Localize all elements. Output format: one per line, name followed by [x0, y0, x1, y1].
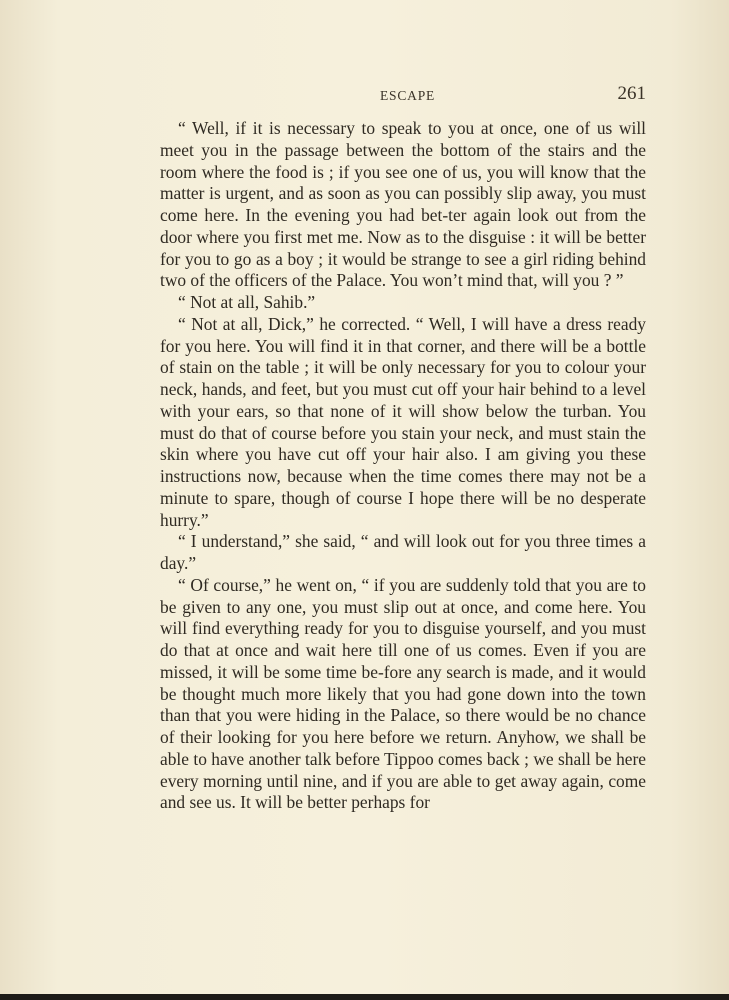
paragraph: “ Not at all, Sahib.” — [178, 292, 316, 312]
paragraph: “ Well, if it is necessary to speak to you at once, one of us will meet you in the passage between the bottom of the stairs and the room where the food is ; if you see one of us, you will know that the matter is urgent, and as soon as you can possibly slip away, you must come here. In the evening you had bet-ter again look out from the door where you first met me. Now as to the disguise : it will be better for you to go as a boy ; it would be strange to see a girl riding behind two of the officers of the Palace. You won’t mind that, will you ? ” — [160, 118, 646, 291]
paragraph: “ Not at all, Dick,” he corrected. “ Well, I will have a dress ready for you here. You will find it in that corner, and there will be a bottle of stain on the table ; it will be only necessary for you to colour your neck, hands, and feet, but you must cut off your hair behind to a level with your ears, so that none of it will show below the turban. You must do that of course before you stain your neck, and must stain the skin where you have cut off your hair also. I am giving you these instructions now, because when the time comes there may not be a minute to spare, though of course I hope there will be no desperate hurry.” — [160, 313, 646, 530]
paragraph: “ I understand,” she said, “ and will look out for you three times a day.” — [160, 531, 646, 573]
scan-bottom-edge — [0, 994, 729, 1000]
section-title: ESCAPE — [380, 88, 436, 103]
page-number: 261 — [617, 83, 646, 104]
body-text — [160, 118, 646, 814]
running-head — [160, 84, 646, 106]
paragraph: “ Of course,” he went on, “ if you are suddenly told that you are to be given to any one, you must slip out at once, and come here. You will find everything ready for you to disguise yourself, and you must do that at once and wait here till one of us comes. Even if you are missed, it will be some time be-fore any search is made, and it would be thought much more likely that you had gone down into the town than that you were hiding in the Palace, so there would be no chance of their looking for you here before we return. Anyhow, we shall be able to have another talk before Tippoo comes back ; we shall be here every morning until nine, and if you are able to get away again, come and see us. It will be better perhaps for — [160, 574, 646, 813]
